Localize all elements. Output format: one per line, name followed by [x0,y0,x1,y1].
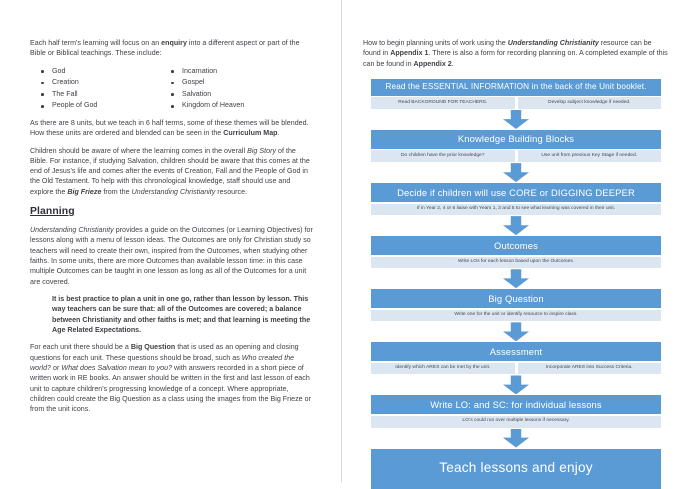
curriculum-map-bold: Curriculum Map [223,129,278,138]
paragraph-units-blended [30,118,315,139]
flow-step-title: Knowledge Building Blocks [371,130,661,149]
down-arrow-icon [503,429,529,448]
flow-step-title: Read the ESSENTIAL INFORMATION in the back of the Unit booklet. [371,79,661,96]
left-page [0,0,341,482]
flow-step-knowledge-building-blocks [371,130,661,162]
para3-part1: Children should be aware of where the learning comes in the overall [30,146,248,155]
flow-arrow-1 [371,109,661,130]
flow-step-assessment [371,342,661,374]
paragraph-enquiry-intro [30,38,315,59]
para6-part4: with answers recorded in a short piece of written work in RE books. An answer should be written in the first and last lesson of each unit to capture children's progressing knowledge of a concept. Where appropriate, children could create the Big Question as a class using the images from the Big Frieze or from the unit icons. [30,364,311,414]
list-item: Creation [30,77,150,89]
flow-step-write-lo-sc [371,395,661,427]
para6-part2: that is used as an opening and closing questions for each unit. These questions should be broad, such as [30,343,299,362]
list-item: People of God [30,100,150,112]
flow-step-essential-information [371,79,661,109]
list-item: Incarnation [160,66,280,78]
intro-part4: . [451,59,454,68]
flow-sub-box: Identify which ARES can be met by the unit. [371,363,515,375]
flow-sub-box: Read BACKGROUND FOR TEACHERS. [371,97,515,109]
flow-arrow-7 [371,428,661,449]
para2-part2: . [277,129,280,138]
paragraph-big-question [30,342,315,414]
big-question-bold: Big Question [130,343,176,352]
flow-sub-box: Use unit from previous Key Stage if needed. [518,150,662,162]
flow-sub-box: If in Year 2, 4 or 6 liaise with Years 1, 3 and 5 to see what learning was covered in their unit. [371,204,661,216]
planning-flowchart [371,79,661,489]
flow-arrow-5 [371,321,661,342]
flow-step-title: Assessment [371,342,661,361]
flow-sub-box: Write LOs for each lesson based upon the Outcomes. [371,257,661,269]
flow-arrow-2 [371,162,661,183]
list-item: Gospel [160,77,280,89]
flow-step-core-or-digging-deeper [371,183,661,215]
big-story-italic: Big Story [247,146,277,155]
paragraph-outcomes-guide [30,225,315,287]
para1-enquiry-bold: enquiry [161,39,187,47]
para4-uc-italic: Understanding Christianity [30,226,114,235]
flow-step-title: Write LO: and SC: for individual lessons [371,395,661,414]
para4-text: provides a guide on the Outcomes (or Learning Objectives) for lessons along with a menu of lesson ideas. The Outcomes are only for Christian study so teachers will need to create their own, inspired from the Outcomes, when studying other faiths. In some units, there are more Outcomes than available lesson time: in this case multiple Outcomes can be taught in one lesson as long as all of the Outcomes for a unit are covered. [30,226,313,286]
flow-sub-box: Write one for the unit or identify resource to inspire class. [371,310,661,322]
who-created-world-italic: Who created the world? [30,353,295,373]
appendix-1-bold: Appendix 1 [390,49,429,58]
list-item: Kingdom of Heaven [160,100,280,112]
para3-part4: resource. [215,187,248,196]
para6-part1: For each unit there should be a [30,343,131,352]
flow-sub-box: Develop subject knowledge if needed. [518,97,662,109]
intro-uc-italic: Understanding Christianity [507,39,599,47]
para3-part2: of the Bible. For instance, if studying Salvation, children should be aware that this comes at the end of Jesus's life and comes after the events of Creation, Fall and the People of God in the Old Testament. To help with this chronological knowledge, staff should use and explore the [30,146,310,196]
list-item: The Fall [30,89,150,101]
big-frieze-italic: Big Frieze [67,187,102,196]
flow-sub-box: Do children have the prior knowledge? [371,150,515,162]
flow-arrow-6 [371,374,661,395]
heading-planning: Planning [30,206,75,218]
para2-part1: As there are 8 units, but we teach in 6 half terms, some of these themes will be blended. How these units are ordered and blended can be seen in the [30,118,309,138]
list-item: God [30,66,150,78]
flow-step-title: Big Question [371,289,661,308]
flow-sub-box: Incorporate ARES into Success Criteria. [518,363,662,375]
flow-step-subs [371,204,661,216]
para3-part3: from the [101,187,132,196]
flow-arrow-4 [371,268,661,289]
list-item: Salvation [160,89,280,101]
flow-step-teach-lessons [371,449,661,489]
salvation-mean-italic: What does Salvation mean to you? [61,364,173,373]
appendix-2-bold: Appendix 2 [413,59,452,68]
enquiry-themes-list [30,66,280,112]
flow-step-subs [371,363,661,375]
flow-step-big-question [371,289,661,321]
down-arrow-icon [503,110,529,129]
down-arrow-icon [503,163,529,182]
intro-part2: resource can be found in [363,39,652,58]
understanding-christianity-italic: Understanding Christianity [131,187,216,196]
flow-step-subs [371,416,661,428]
flow-sub-box: LO:s could run over multiple lessons if necessary. [371,416,661,428]
down-arrow-icon [503,269,529,288]
flow-step-outcomes [371,236,661,268]
para1-part2: into a different aspect or part of the Bible or Biblical teachings. These include: [30,39,300,58]
para6-part3: or [51,364,62,373]
flow-step-title: Decide if children will use CORE or DIGGING DEEPER [371,183,661,202]
flow-final-title: Teach lessons and enjoy [371,449,661,489]
intro-part3: . There is also a form for recording planning on. A completed example of this can be found in [363,49,668,68]
paragraph-best-practice: It is best practice to plan a unit in one go, rather than lesson by lesson. This way teachers can be sure that: all of the Outcomes are covered; a balance between Christianity and other faiths is met; and that learning is meeting the Age Related Expectations. [52,294,311,335]
flow-step-subs [371,257,661,269]
paragraph-appendix-intro [363,38,669,69]
paragraph-big-story [30,146,315,197]
flow-step-subs [371,310,661,322]
flow-step-title: Outcomes [371,236,661,255]
para1-part1: Each half term's learning will focus on an [30,39,162,47]
down-arrow-icon [503,375,529,394]
flow-step-subs [371,150,661,162]
flow-step-subs [371,97,661,109]
down-arrow-icon [503,322,529,341]
flow-arrow-3 [371,215,661,236]
right-page [341,0,683,482]
intro-part1: How to begin planning units of work using the [363,39,508,47]
down-arrow-icon [503,216,529,235]
